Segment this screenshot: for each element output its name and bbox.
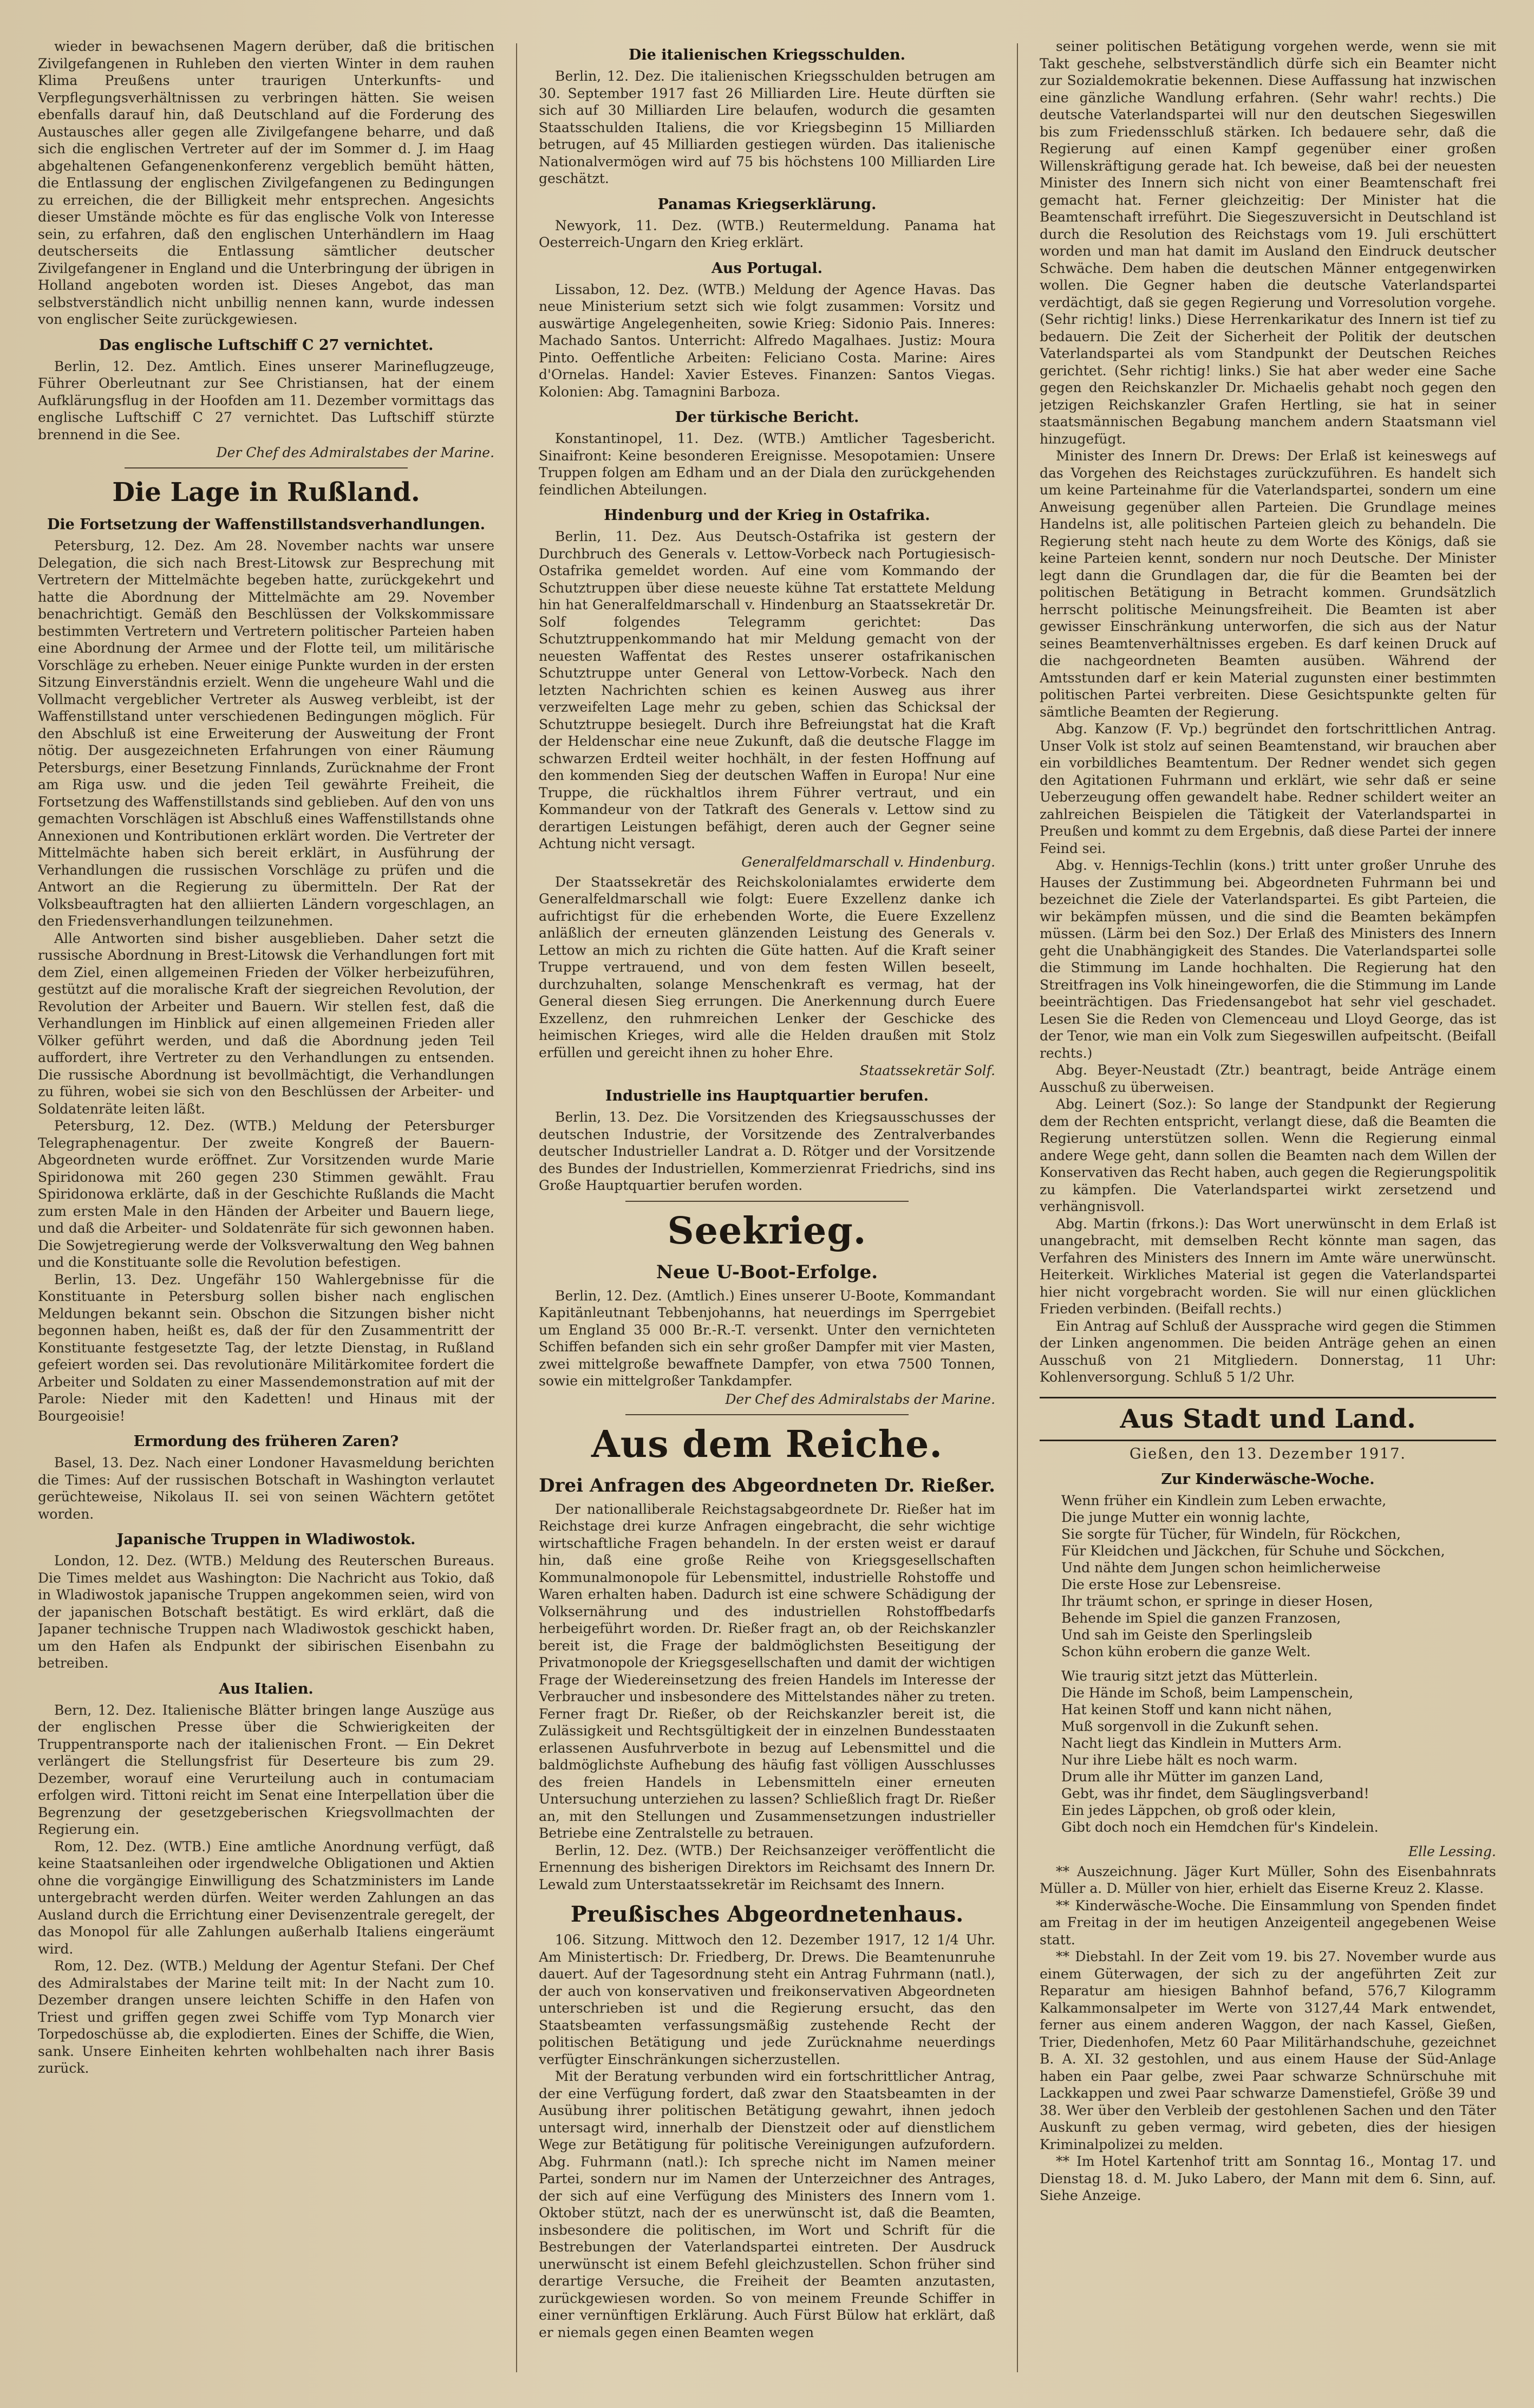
article-signature: Elle Lessing. <box>1408 1843 1497 1859</box>
section-headline: Preußisches Abgeordnetenhaus. <box>570 1902 964 1927</box>
article-paragraph: London, 12. Dez. (WTB.) Meldung des Reuterschen Bureaus. Die Times meldet aus Washington: Die Nachricht aus Tokio, daß in Wladiwostok japanische Truppen angekommen seien, wird von der japanischen Botschaft bestätigt. Es wird erklärt, daß die Japaner technische Truppen nach Wladiwostok geschickt haben, um den Hafen als Endpunkt der sibirischen Eisenbahn zu betreiben. <box>38 1553 495 1671</box>
poem-line: Ihr träumt schon, er springe in dieser Hosen, <box>1061 1593 1373 1609</box>
headline-rule <box>625 1414 909 1415</box>
poem-stanza <box>1061 1668 1474 1836</box>
article-headline: Aus Italien. <box>219 1680 314 1697</box>
poem-line: Nur ihre Liebe hält es noch warm. <box>1061 1752 1298 1768</box>
section-headline: Neue U-Boot-Erfolge. <box>656 1261 878 1283</box>
article-headline: Industrielle ins Hauptquartier berufen. <box>605 1088 929 1104</box>
article-paragraph: 106. Sitzung. Mittwoch den 12. Dezember 1917, 12 1/4 Uhr. Am Ministertisch: Dr. Friedberg, Dr. Drews. Die Beamtenunruhe dauert. Auf der Tagesordnung steht ein Antrag Fuhrmann (natl.), der auch von konservativen und freikonservativen Abgeordneten unterschrieben ist und die Regierung ersucht, das den Staatsbeamten verfassungsmäßig zustehende Recht der politischen Betätigung und jede Zurücknahme neuerdings verfügter Einschränkungen sicherzustellen. <box>538 1932 996 2067</box>
poem-line: Drum alle ihr Mütter im ganzen Land, <box>1061 1768 1324 1785</box>
article-paragraph: ** Kinderwäsche-Woche. Die Einsammlung von Spenden findet am Freitag in der im heutigen Anzeigenteil angegebenen Weise statt. <box>1039 1897 1497 1948</box>
article-signature: Der Chef des Admiralstabes der Marine. <box>216 445 495 460</box>
poem-line: Für Kleidchen und Jäckchen, für Schuhe und Söckchen, <box>1061 1543 1445 1559</box>
article-headline: Zur Kinderwäsche-Woche. <box>1161 1470 1375 1488</box>
section-headline: Die Lage in Rußland. <box>112 477 420 507</box>
article-paragraph: Berlin, 12. Dez. (WTB.) Der Reichsanzeiger veröffentlicht die Ernennung des bisherigen Direktors im Reichsamt des Innern Dr. Lewald zum Unterstaatssekretär im Reichsamt des Innern. <box>538 1842 996 1892</box>
article-paragraph: Rom, 12. Dez. (WTB.) Eine amtliche Anordnung verfügt, daß keine Staatsanleihen oder irgendwelche Obligationen und Aktien ohne die vorgängige Einwilligung des Schatzministers im Lande untergebracht werden dürfen. Weiter werden Zahlungen an das Ausland durch die Errichtung einer Devisenzentrale geregelt, der das Monopol für alle Zahlungen außerhalb Italiens eingeräumt wird. <box>38 1838 495 1957</box>
article-paragraph: Minister des Innern Dr. Drews: Der Erlaß ist keineswegs auf das Vorgehen des Reichstages zurückzuführen. Es handelt sich um keine Parteinahme für die Vaterlandspartei, sondern um eine Anweisung gegenüber allen Parteien. Die Grundlage meines Handelns ist, alle politischen Parteien gleich zu behandeln. Die Regierung steht nach heute zu dem Worte des Königs, daß sie keine Parteien kennt, sondern nur noch Deutsche. Der Minister legt dann die Grundlagen dar, die für die Beamten bei der politischen Betätigung in Betracht kommen. Grundsätzlich herrscht politische Meinungsfreiheit. Die Beamten ist aber gewisser Einschränkung unterworfen, die sich aus der Natur seines Beamtenverhältnisses ergeben. Es darf keinen Druck auf die nachgeordneten Beamten ausüben. Während der Amtsstunden darf er kein Material zugunsten einer bestimmten politischen Partei verbreiten. Diese Gesichtspunkte gelten für sämtliche Beamten der Regierung. <box>1039 448 1497 720</box>
article-signature: Staatssekretär Solf. <box>859 1063 996 1078</box>
poem-line: Wie traurig sitzt jetzt das Mütterlein. <box>1061 1668 1318 1684</box>
article-signature: Der Chef des Admiralstabs der Marine. <box>725 1391 996 1407</box>
poem-line: Schon kühn erobern die ganze Welt. <box>1061 1643 1311 1659</box>
article-headline: Die italienischen Kriegsschulden. <box>629 47 905 63</box>
article-paragraph: Basel, 13. Dez. Nach einer Londoner Havasmeldung berichten die Times: Auf der russischen Botschaft in Washington verlautet gerüchteweise, Nikolaus II. sei von seinen Wächtern getötet worden. <box>38 1455 495 1522</box>
column-left <box>38 38 494 2383</box>
article-paragraph: Abg. Kanzow (F. Vp.) begründet den fortschrittlichen Antrag. Unser Volk ist stolz auf seinen Beamtenstand, wir brauchen aber ein vorbildliches Beamtentum. Der Redner wendet sich gegen den Agitationen Fuhrmann und erklärt, wie sehr daß er seine Ueberzeugung offen gewandelt habe. Redner schildert weiter an zahlreichen Beispielen die Tätigkeit der Vaterlandspartei in Preußen und kommt zu dem Ergebnis, daß diese Partei der innere Feind sei. <box>1039 721 1497 856</box>
article-paragraph: ** Im Hotel Kartenhof tritt am Sonntag 16., Montag 17. und Dienstag 18. d. M. Juko Labero, der Mann mit dem 6. Sinn, auf. Siehe Anzeige. <box>1039 2153 1497 2203</box>
section-headline: Seekrieg. <box>667 1209 867 1253</box>
article-paragraph: Newyork, 11. Dez. (WTB.) Reutermeldung. Panama hat Oesterreich-Ungarn den Krieg erklärt. <box>538 217 996 250</box>
poem-line: Gibt doch noch ein Hemdchen für's Kindelein. <box>1061 1819 1379 1835</box>
poem-line: Hat keinen Stoff und kann nicht nähen, <box>1061 1701 1332 1717</box>
poem-line: Und nähte dem Jungen schon heimlicherweise <box>1061 1559 1381 1576</box>
article-paragraph: Der nationalliberale Reichstagsabgeordnete Dr. Rießer hat im Reichstage drei kurze Anfragen eingebracht, die sehr wichtige wirtschaftliche Fragen behandeln. In der ersten weist er darauf hin, daß eine große Reihe von Kriegsgesellschaften Kommunalmonopole für Lebensmittel, industrielle Rohstoffe und Waren erhalten haben. Dadurch ist eine schwere Schädigung der Volksernährung und des industriellen Rohstoffbedarfs herbeigeführt worden. Dr. Rießer fragt an, ob der Reichskanzler bereit ist, die Frage der baldmöglichsten Beseitigung der Privatmonopole der Kriegsgesellschaften und damit der wichtigen Frage der Wiedereinsetzung des freien Handels im Interesse der Verbraucher und insbesondere des Mittelstandes näher zu treten. Ferner fragt Dr. Rießer, ob der Reichskanzler bereit ist, die Zulässigkeit und Rechtsgültigkeit der in einzelnen Bundesstaaten erlassenen Ausfuhrverbote in bezug auf Lebensmittel und die baldmöglichste Aufhebung des häufig fast völligen Ausschlusses des freien Handels in Lebensmitteln einer erneuten Untersuchung unterziehen zu lassen? Schließlich fragt Dr. Rießer an, mit den Stellungen und Zusammensetzungen industrieller Betriebe eine Zentralstelle zu betrauen. <box>538 1501 996 1841</box>
article-paragraph: Petersburg, 12. Dez. Am 28. November nachts war unsere Delegation, die sich nach Brest-Litowsk zur Besprechung mit Vertretern der Mittelmächte begeben hatte, zurückgekehrt und hatte die Abordnung der Mittelmächte am 29. November benachrichtigt. Gemäß den Beschlüssen der Volkskommissare bestimmten Vertretern und Vertretern politischer Parteien haben eine Abordnung der Armee und der Flotte teil, um militärische Vorschläge zu erheben. Neuer einige Punkte wurden in der ersten Sitzung Einverständnis erzielt. Wenn die ungeheure Wahl und die Vollmacht vergeblicher Vertreter als Ausweg verbleibt, ist der Waffenstillstand unter verschiedenen Bedingungen möglich. Für den Abschluß ist eine Erweiterung der Ausweitung der Front nötig. Der ausgezeichneten Erfahrungen von einer Räumung Petersburgs, einer Besetzung Finnlands, Zurücknahme der Front am Riga usw. und die jeden Teil gewährte Freiheit, die Fortsetzung des Waffenstillstands sind geblieben. Auf den von uns gemachten Vorschlägen ist Abschluß eines Waffenstillstands ohne Annexionen und Kontributionen erklärt worden. Die Vertreter der Mittelmächte haben sich bereit erklärt, in Ausführung der Verhandlungen die russischen Vorschläge zu prüfen und die Antwort an die Regierung zu übermitteln. Der Rat der Volksbeauftragten hat den alliierten Ländern vorgeschlagen, an den Friedensverhandlungen teilzunehmen. <box>38 538 495 929</box>
poem-line: Behende im Spiel die ganzen Franzosen, <box>1061 1610 1341 1626</box>
headline-rule <box>125 467 408 468</box>
column-right <box>1040 38 1496 2383</box>
dateline: Gießen, den 13. Dezember 1917. <box>1130 1445 1406 1462</box>
headline-rule <box>625 1201 909 1202</box>
poem-line: Und sah im Geiste den Sperlingsleib <box>1061 1626 1313 1643</box>
article-paragraph: Konstantinopel, 11. Dez. (WTB.) Amtlicher Tagesbericht. Sinaifront: Keine besonderen Ereignisse. Mesopotamien: Unsere Truppen folgen am Edham und an der Diala den zurückgehenden feindlichen Abteilungen. <box>538 431 996 498</box>
article-headline: Aus Portugal. <box>711 259 823 277</box>
article-signature: Generalfeldmarschall v. Hindenburg. <box>741 854 996 870</box>
poem-line: Die erste Hose zur Lebensreise. <box>1061 1576 1282 1592</box>
poem-line: Ein jedes Läppchen, ob groß oder klein, <box>1061 1802 1336 1818</box>
article-paragraph: Berlin, 13. Dez. Ungefähr 150 Wahlergebnisse für die Konstituante in Petersburg sollen bisher nach englischen Meldungen bekannt sein. Obschon die Sitzungen bisher nicht begonnen haben, heißt es, daß der für den Zusammentritt der Konstituante festgesetzte Tag, der letzte Dienstag, in Rußland gefeiert worden sei. Das revolutionäre Militärkomitee fordert die Arbeiter und Soldaten zu einer Massendemonstration auf mit der Parole: Nieder mit den Kadetten! und Hinaus mit der Bourgeoisie! <box>38 1271 495 1424</box>
article-paragraph: Bern, 12. Dez. Italienische Blätter bringen lange Auszüge aus der englischen Presse über die Schwierigkeiten der Truppentransporte nach der italienischen Front. — Ein Dekret verlängert die Stellungsfrist für Deserteure bis zum 29. Dezember, worauf eine Verurteilung auch in contumaciam erfolgen wird. Tittoni reicht im Senat eine Interpellation über die Begrenzung der gesetzgeberischen Kriegsvollmachten der Regierung ein. <box>38 1702 495 1837</box>
article-headline: Panamas Kriegserklärung. <box>657 196 877 213</box>
article-paragraph: Abg. Martin (frkons.): Das Wort unerwünscht in dem Erlaß ist unangebracht, mit demselben Recht könnte man sagen, das Verfahren des Ministers des Innern im Amte wäre unerwünscht. Heiterkeit. Wirkliches Material ist gegen die Vaterlandspartei hier nicht vorgebracht worden. Sie will nur einen glücklichen Frieden verbinden. (Beifall rechts.) <box>1039 1215 1497 1317</box>
article-headline: Hindenburg und der Krieg in Ostafrika. <box>604 507 930 524</box>
column-divider <box>1017 43 1018 2372</box>
article-paragraph: Berlin, 12. Dez. Die italienischen Kriegsschulden betrugen am 30. September 1917 fast 26 Milliarden Lire. Heute dürften sie sich auf 30 Milliarden Lire belaufen, wodurch die gesamten Staatsschulden Italiens, die vor Kriegsbeginn 15 Milliarden betrugen, auf 45 Milliarden gestiegen würden. Das italienische Nationalvermögen wird auf 75 bis höchstens 100 Milliarden Lire geschätzt. <box>538 68 996 186</box>
article-paragraph: Mit der Beratung verbunden wird ein fortschrittlicher Antrag, der eine Verfügung fordert, daß zwar den Staatsbeamten in der Ausübung ihrer politischen Betätigung gewahrt, ihnen jedoch untersagt wird, innerhalb der Dienstzeit oder auf dienstlichem Wege zur Betätigung für politische Vereinigungen aufzufordern. Abg. Fuhrmann (natl.): Ich spreche nicht im Namen meiner Partei, sondern nur im Namen der Unterzeichner des Antrages, der sich auf eine Verfügung des Ministers des Innern vom 1. Oktober stützt, nach der es unerwünscht ist, daß die Beamten, insbesondere die politischen, im Wort und Schrift für die Bestrebungen der Vaterlandspartei eintreten. Der Ausdruck unerwünscht ist einem Befehl gleichzustellen. Schon früher sind derartige Versuche, die Freiheit der Beamten anzutasten, zurückgewiesen worden. So von meinem Freunde Schiffer in einer vernünftigen Erklärung. Auch Fürst Bülow hat erklärt, daß er niemals gegen einen Beamten wegen <box>538 2068 996 2340</box>
article-paragraph: Rom, 12. Dez. (WTB.) Meldung der Agentur Stefani. Der Chef des Admiralstabes der Marine teilt mit: In der Nacht zum 10. Dezember drangen unsere leichten Schiffe in den Hafen von Triest und griffen gegen zwei Schiffe vom Typ Monarch vier Torpedoschüsse ab, die explodierten. Eines der Schiffe, die Wien, sank. Unsere Einheiten kehrten wohlbehalten nach ihrer Basis zurück. <box>38 1958 495 2076</box>
article-headline: Die Fortsetzung der Waffenstillstandsverhandlungen. <box>47 516 486 533</box>
article-paragraph: Ein Antrag auf Schluß der Aussprache wird gegen die Stimmen der Linken angenommen. Die beiden Anträge gehen an einen Ausschuß von 21 Mitgliedern. Donnerstag, 11 Uhr: Kohlenversorgung. Schluß 5 1/2 Uhr. <box>1039 1318 1497 1385</box>
article-paragraph: Berlin, 13. Dez. Die Vorsitzenden des Kriegsausschusses der deutschen Industrie, der Vorsitzende des Zentralverbandes deutscher Industrieller Landrat a. D. Rötger und der Vorsitzende des Bundes der Industriellen, Kommerzienrat Friedrichs, sind ins Große Hauptquartier berufen worden. <box>538 1109 996 1193</box>
article-paragraph: Abg. v. Hennigs-Techlin (kons.) tritt unter großer Unruhe des Hauses der Zustimmung bei. Abgeordneten Fuhrmann bei und bezeichnet die Ziele der Vaterlandspartei. Es gibt Parteien, die wir bekämpfen müssen, und die sind die Beamten bekämpfen müssen. (Lärm bei den Soz.) Der Erlaß des Ministers des Innern geht die Unabhängigkeit des Standes. Die Vaterlandspartei solle die Stimmung im Lande hochhalten. Die Regierung hat den Streitfragen ins Volk hineingeworfen, die die Stimmung im Lande beeinträchtigen. Das Friedensangebot hat sehr viel geschadet. Lesen Sie die Reden von Clemenceau und Lloyd George, das ist der Tenor, wie man ein Volk zum Siegeswillen aufpeitscht. (Beifall rechts.) <box>1039 857 1497 1061</box>
article-paragraph: Abg. Beyer-Neustadt (Ztr.) beantragt, beide Anträge einem Ausschuß zu überweisen. <box>1039 1062 1497 1095</box>
poem-line: Muß sorgenvoll in die Zukunft sehen. <box>1061 1718 1319 1734</box>
poem <box>1061 1492 1474 1836</box>
article-headline: Das englische Luftschiff C 27 vernichtet. <box>99 336 434 354</box>
article-paragraph: Berlin, 12. Dez. Amtlich. Eines unserer Marineflugzeuge, Führer Oberleutnant zur See Christiansen, hat der einem Aufklärungsflug in der Hoofden am 11. Dezember vormittags das englische Luftschiff C 27 vernichtet. Das Luftschiff stürzte brennend in die See. <box>38 358 495 442</box>
article-paragraph: seiner politischen Betätigung vorgehen werde, wenn sie mit Takt geschehe, selbstverständlich dürfe sich ein Beamter nicht zur Sozialdemokratie bekennen. Diese Auffassung hat inzwischen eine gänzliche Wandlung erfahren. (Sehr wahr! rechts.) Die deutsche Vaterlandspartei will nur den deutschen Siegeswillen bis zum Friedensschluß stärken. Ich bedauere sehr, daß die Regierung auf einen Kampf gegenüber einer großen Willenskräftigung gerade hat. Ich beweise, daß bei der neuesten Minister des Innern sich nicht von einer Beamtenschaft frei gemacht hat. Ferner gleichzeitig: Der Minister hat die Beamtenschaft irreführt. Die Siegeszuversicht in Deutschland ist durch die Resolution des Reichstags vom 19. Juli erschüttert worden und man hat damit im Ausland den Eindruck deutscher Schwäche. Dem haben die deutschen Männer entgegenwirken wollen. Die Gegner haben die deutsche Vaterlandspartei verdächtigt, daß sie gegen Regierung und Vorresolution vorgehe. (Sehr richtig! links.) Diese Herrenkarikatur des Innern ist tief zu bedauern. Die Zeit der Sicherheit der Politik der deutschen Vaterlandspartei als vom Standpunkt der Deutschen Reiches gerichtet. (Sehr richtig! links.) Sie hat aber weder eine Sache gegen den Reichskanzler Dr. Michaelis gehabt noch gegen den jetzigen Reichskanzler Grafen Hertling, sie hat in seiner staatsmännischen Begabung manchem andern Staatsmann viel hinzugefügt. <box>1039 38 1497 447</box>
poem-line: Sie sorgte für Tücher, für Windeln, für Röckchen, <box>1061 1526 1401 1542</box>
article-paragraph: Der Staatssekretär des Reichskolonialamtes erwiderte dem Generalfeldmarschall wie folgt: Euere Exzellenz danke ich aufrichtigst für die erhebenden Worte, die Euere Exzellenz anläßlich der erneuten glänzenden Leistung des Generals v. Lettow an mich zu richten die Güte hatten. Auf die Kraft seiner Truppe vertrauend, und von dem festen Willen beseelt, durchzuhalten, solange Menschenkraft es vermag, hat der General diesen Sieg errungen. Die Anerkennung durch Euere Exzellenz, den ruhmreichen Lenker der Geschicke des heimischen Krieges, wird alle die Helden draußen mit Stolz erfüllen und gereicht ihnen zu hoher Ehre. <box>538 874 996 1060</box>
section-headline: Drei Anfragen des Abgeordneten Dr. Rießer. <box>539 1474 995 1496</box>
article-paragraph: Abg. Leinert (Soz.): So lange der Standpunkt der Regierung dem der Rechten entspricht, verlangt diese, daß die Beamten die Regierung unterstützen sollen. Wenn die Regierung einmal andere Wege geht, dann sollen die Beamten nach dem Willen der Konservativen das Recht haben, auch gegen die Regierungspolitik zu kämpfen. Die Vaterlandspartei wirkt zersetzend und verhängnisvoll. <box>1039 1096 1497 1214</box>
poem-stanza <box>1061 1492 1474 1660</box>
article-paragraph: Petersburg, 12. Dez. (WTB.) Meldung der Petersburger Telegraphenagentur. Der zweite Kongreß der Bauern-Abgeordneten wurde eröffnet. Zur Vorsitzenden wurde Marie Spiridonowa mit 260 gegen 230 Stimmen gewählt. Frau Spiridonowa erklärte, daß in der Geschichte Rußlands die Macht zum ersten Male in den Händen der Arbeiter und Bauern liege, und daß die Arbeiter- und Soldatenräte für sich gewonnen haben. Die Sowjetregierung werde der Volksverwaltung den Weg bahnen und die Konstituante solle die Revolution befestigen. <box>38 1118 495 1270</box>
column-middle <box>539 38 995 2383</box>
poem-line: Nacht liegt das Kindlein in Mutters Arm. <box>1061 1735 1342 1751</box>
section-headline: Aus dem Reiche. <box>591 1422 943 1466</box>
article-paragraph: ** Auszeichnung. Jäger Kurt Müller, Sohn des Eisenbahnrats Müller a. D. Müller von hier, erhielt das Eiserne Kreuz 2. Klasse. <box>1039 1863 1497 1896</box>
article-paragraph: Alle Antworten sind bisher ausgeblieben. Daher setzt die russische Abordnung in Brest-Litowsk die Verhandlungen fort mit dem Ziel, einen allgemeinen Frieden der Völker herbeizuführen, gestützt auf die moralische Kraft der siegreichen Revolution, der Revolution der Arbeiter und Bauern. Wir stellen fest, daß die Verhandlungen im Hinblick auf einen allgemeinen Frieden aller Völker geführt werden, und daß die Abordnung jeden Teil auffordert, ihre Vertreter zu den Verhandlungen zu entsenden. Die russische Abordnung ist bevollmächtigt, die Verhandlungen zu führen, wobei sie sich von den Beschlüssen der Arbeiter- und Soldatenräte leiten läßt. <box>38 930 495 1117</box>
columns-container <box>38 38 1496 2386</box>
article-paragraph: Berlin, 12. Dez. (Amtlich.) Eines unserer U-Boote, Kommandant Kapitänleutnant Tebbenjohanns, hat neuerdings im Sperrgebiet um England 35 000 Br.-R.-T. versenkt. Unter den vernichteten Schiffen befanden sich ein sehr großer Dampfer mit vier Masten, zwei mittelgroße bewaffnete Dampfer, von etwa 7500 Tonnen, sowie ein mittelgroßer Tankdampfer. <box>538 1287 996 1389</box>
poem-line: Wenn früher ein Kindlein zum Leben erwachte, <box>1061 1492 1387 1508</box>
article-paragraph: Lissabon, 12. Dez. (WTB.) Meldung der Agence Havas. Das neue Ministerium setzt sich wie folgt zusammen: Vorsitz und auswärtige Angelegenheiten, sowie Krieg: Sidonio Pais. Inneres: Machado Santos. Unterricht: Alfredo Magalhaes. Justiz: Moura Pinto. Oeffentliche Arbeiten: Feliciano Costa. Marine: Aires d'Ornelas. Handel: Xavier Esteves. Finanzen: Santos Viegas. Kolonien: Abg. Tamagnini Barboza. <box>538 281 996 400</box>
article-paragraph: wieder in bewachsenen Magern derüber, daß die britischen Zivilgefangenen in Ruhleben den vierten Winter in dem rauhen Klima Preußens unter traurigen Unterkunfts- und Verpflegungsverhältnissen zu verbringen hätten. Sie weisen ebenfalls darauf hin, daß Deutschland auf die Forderung des Austausches aller gegen alle Zivilgefangene beharre, und daß sich die englischen Vertreter auf der im Sommer d. J. im Haag abgehaltenen Gefangenenkonferenz vergeblich bemüht hätten, die Entlassung der englischen Zivilgefangenen zu Bedingungen zu erreichen, die der Billigkeit mehr entsprechen. Angesichts dieser Umstände möchte es für das englische Volk von Interesse sein, zu erfahren, daß den englischen Unterhändlern im Haag deutscherseits die Entlassung sämtlicher deutscher Zivilgefangener in England und die Unterbringung der übrigen in Holland angeboten worden ist. Dieses Angebot, das man selbstverständlich nicht unbillig nennen kann, wurde indessen von englischer Seite zurückgewiesen. <box>38 38 495 327</box>
article-headline: Der türkische Bericht. <box>675 409 859 426</box>
poem-line: Gebt, was ihr findet, dem Säuglingsverband! <box>1061 1785 1369 1801</box>
poem-line: Die Hände im Schoß, beim Lampenschein, <box>1061 1684 1354 1701</box>
article-paragraph: Berlin, 11. Dez. Aus Deutsch-Ostafrika ist gestern der Durchbruch des Generals v. Lettow-Vorbeck nach Portugiesisch-Ostafrika gemeldet worden. Auf eine vom Kommando der Schutztruppen über diese neueste kühne Tat erstattete Meldung hin hat Generalfeldmarschall v. Hindenburg an Staatssekretär Dr. Solf folgendes Telegramm gerichtet: Das Schutztruppenkommando hat mir Meldung gemacht von der neuesten Waffentat des Restes unserer ostafrikanischen Schutztruppe unter General von Lettow-Vorbeck. Nach den letzten Nachrichten schien es keinen Ausweg aus ihrer verzweifelten Lage mehr zu geben, schien das Schicksal der Schutztruppe besiegelt. Durch ihre Befreiungstat hat die Kraft der Heldenschar eine neue Zukunft, daß die deutsche Flagge im schwarzen Erdteil weiter hochhält, in der festen Hoffnung auf den kommenden Sieg der deutschen Waffen in Europa! Nur eine Truppe, die rückhaltlos ihrem Führer vertraut, und ein Kommandeur von der Tatkraft des Generals v. Lettow sind zu derartigen Leistungen befähigt, deren auch der Gegner seine Achtung nicht versagt. <box>538 529 996 851</box>
article-headline: Japanische Truppen in Wladiwostok. <box>116 1531 416 1548</box>
poem-line: Die junge Mutter ein wonnig lachte, <box>1061 1509 1310 1525</box>
local-news-header: Aus Stadt und Land. <box>1040 1397 1496 1441</box>
article-headline: Ermordung des früheren Zaren? <box>133 1433 399 1450</box>
column-divider <box>516 43 517 2372</box>
article-paragraph: ** Diebstahl. In der Zeit vom 19. bis 27. November wurde aus einem Güterwagen, der sich zu der angeführten Zeit zur Reparatur am hiesigen Bahnhof befand, 576,7 Kilogramm Kalkammonsalpeter im Werte von 3127,44 Mark entwendet, ferner aus einem anderen Waggon, der nach Kassel, Gießen, Trier, Diedenhofen, Metz 60 Paar Militärhandschuhe, gezeichnet B. A. XI. 32 gestohlen, und aus einem Hause der Süd-Anlage haben ein Paar gelbe, zwei Paar schwarze Schnürschuhe mit Lackkappen und zwei Paar schwarze Damenstiefel, Größe 39 und 38. Wer über den Verbleib der gestohlenen Sachen und den Täter Auskunft zu geben vermag, wird gebeten, dies der hiesigen Kriminalpolizei zu melden. <box>1039 1949 1497 2152</box>
